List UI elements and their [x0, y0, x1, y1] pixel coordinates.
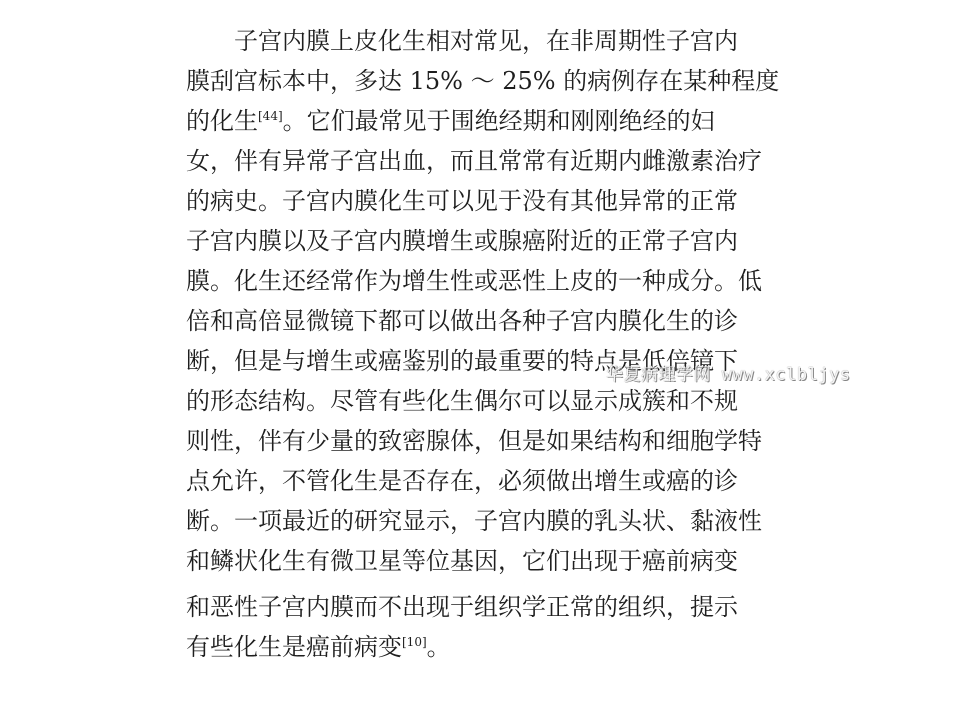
text-line: 断，但是与增生或癌鉴别的最重要的特点是低倍镜下 — [186, 347, 738, 375]
text-line: 的病史。子宫内膜化生可以见于没有其他异常的正常 — [186, 187, 738, 215]
text-line: 女，伴有异常子宫出血，而且常常有近期内雌激素治疗 — [186, 147, 762, 175]
text-line: 子宫内膜以及子宫内膜增生或腺癌附近的正常子宫内 — [186, 227, 738, 255]
text-line: 膜刮宫标本中，多达 15% ～ 25% 的病例存在某种程度 — [186, 67, 780, 95]
citation: [44] — [258, 109, 283, 123]
text-line: 倍和高倍显微镜下都可以做出各种子宫内膜化生的诊 — [186, 307, 738, 335]
text-line: 则性，伴有少量的致密腺体，但是如果结构和细胞学特 — [186, 427, 762, 455]
watermark: 华夏病理学网 www.xclbljys — [606, 365, 851, 385]
text-line: 的形态结构。尽管有些化生偶尔可以显示成簇和不规 — [186, 387, 738, 415]
text-line: 的化生[44]。它们最常见于围绝经期和刚刚绝经的妇 — [186, 107, 715, 135]
text-line: 子宫内膜上皮化生相对常见，在非周期性子宫内 — [234, 27, 738, 55]
citation: [10] — [402, 635, 427, 649]
text-line: 和恶性子宫内膜而不出现于组织学正常的组织，提示 — [186, 593, 738, 621]
text-line: 点允许，不管化生是否存在，必须做出增生或癌的诊 — [186, 467, 738, 495]
text-line: 和鳞状化生有微卫星等位基因，它们出现于癌前病变 — [186, 547, 738, 575]
text-line: 断。一项最近的研究显示，子宫内膜的乳头状、黏液性 — [186, 507, 762, 535]
text-line: 有些化生是癌前病变[10]。 — [186, 633, 451, 661]
text-line: 膜。化生还经常作为增生性或恶性上皮的一种成分。低 — [186, 267, 762, 295]
